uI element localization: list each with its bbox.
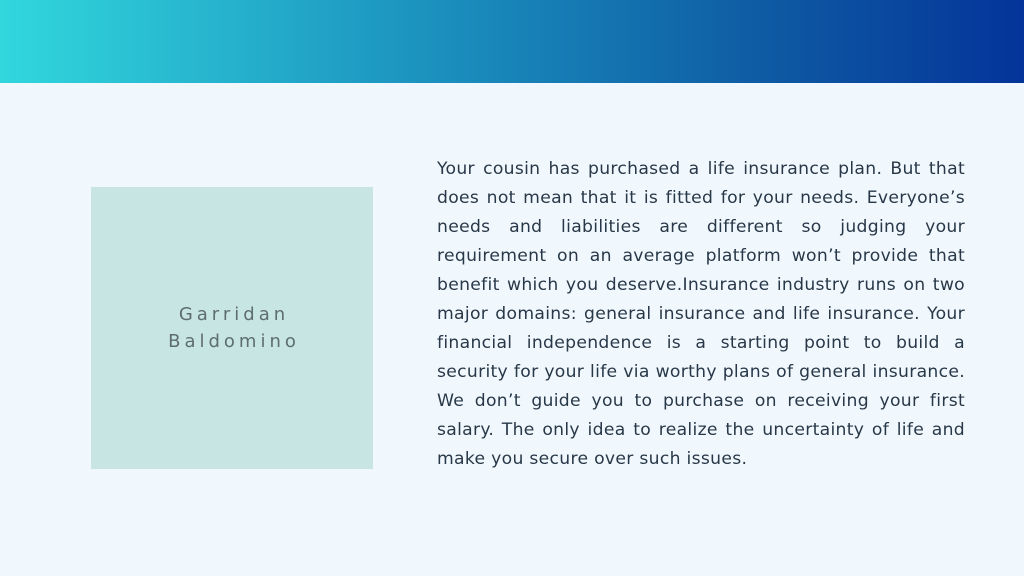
body-paragraph: Your cousin has purchased a life insurance plan. But that does not mean that it is fitted for your needs. Everyone’s needs and liabilities are different so judging your requirement on an average platform won’t provide that benefit which you deserve.Insurance industry runs on two major domains: general insurance and life insurance. Your financial independence is a starting point to build a security for your life via worthy plans of general insurance. We don’t guide you to purchase on receiving your first salary. The only idea to realize the uncertainty of life and make you secure over such issues. bbox=[437, 159, 965, 469]
name-first-line: Garridan bbox=[178, 304, 290, 325]
name-card bbox=[91, 187, 373, 469]
header-gradient-band bbox=[0, 0, 1024, 83]
name-second-line: Baldomino bbox=[168, 331, 300, 352]
